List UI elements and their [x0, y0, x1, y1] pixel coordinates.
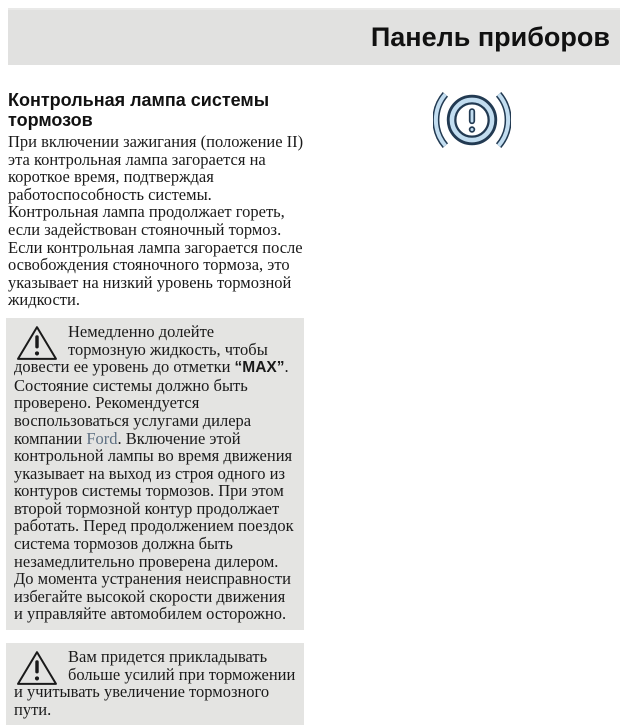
warning-box-brake-fluid: [6, 318, 304, 630]
page-title: Панель приборов: [370, 22, 610, 52]
intro-paragraph-1: При включении зажигания (положение II) эта контрольная лампа загорается на короткое время, подтверждая работоспособность системы.: [8, 132, 304, 204]
warning-1-part3: . Включение этой контрольной лампы во время движения указывает на выход из строя одного из контуров системы тормозов. При этом второй тормозной контур продолжает работать. Перед продолжением поездок система тормозов должна быть незамедлительно проверена дилером. До момента устранения неисправности избегайте высокой скорости движения и управляйте автомобилем осторожно.: [14, 428, 294, 624]
warning-text-1: [14, 323, 296, 623]
warning-triangle-icon: [14, 648, 68, 683]
warning-triangle-icon: [14, 323, 68, 358]
brake-warning-lamp-icon: [433, 89, 511, 151]
main-column: [8, 90, 312, 725]
warning-box-braking-effort: [6, 643, 304, 725]
max-label: “MAX”: [234, 359, 285, 377]
ford-brand: Ford: [86, 428, 118, 448]
section-intro: [8, 133, 312, 309]
warning-1-part1: Немедленно долейте тормозную жидкость, чтобы довести ее уровень до отметки: [14, 321, 268, 377]
section-heading: Контрольная лампа системы тормозов: [8, 90, 270, 130]
intro-paragraph-2: Контрольная лампа продолжает гореть, если задействован стояночный тормоз. Если контрольная лампа загорается после освобождения стояночного тормоза, это указывает на низкий уровень тормозной жидкости.: [8, 202, 303, 310]
warning-1-part2: . Состояние системы должно быть проверено. Рекомендуется воспользоваться услугами дилера компании: [14, 357, 289, 448]
brake-warning-lamp-svg: [433, 89, 511, 151]
header-bar: [8, 8, 620, 65]
warning-text-2: Вам придется прикладывать больше усилий при торможении и учитывать увеличение тормозного пути.: [14, 647, 296, 719]
